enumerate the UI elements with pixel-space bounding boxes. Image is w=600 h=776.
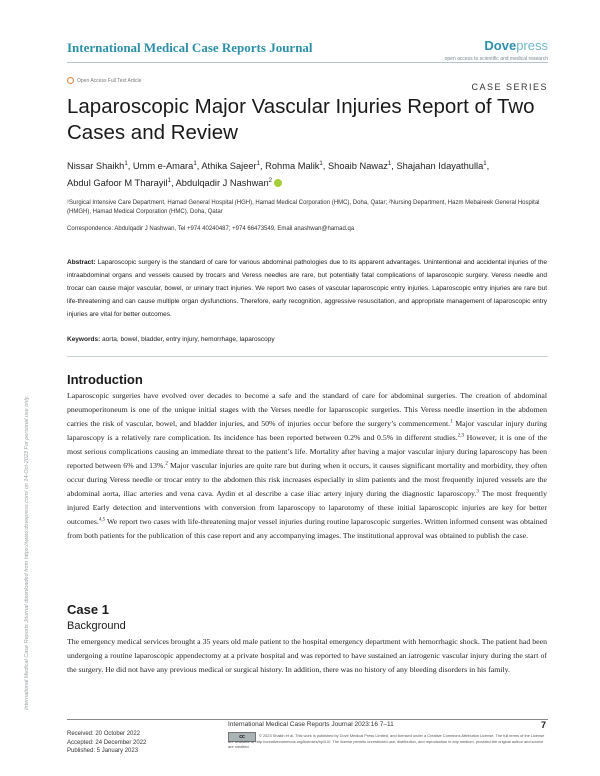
author-affiliation: 1 xyxy=(193,160,197,167)
affiliations: ¹Surgical Intensive Care Department, Hamad General Hospital (HGH), Hamad Medical Corporation (HMC), Doha, Qatar; ²Nursing Department, Hazm Mebaireek General Hospital (HMGH), Hamad Medical Corporation (HMC), Doha, Qatar xyxy=(67,200,540,215)
publication-dates xyxy=(67,730,146,756)
publisher-name-bold: Dove xyxy=(484,38,517,53)
author-affiliation: 1 xyxy=(256,160,260,167)
author-name[interactable]: Umm e-Amara xyxy=(132,161,194,171)
header-divider xyxy=(67,62,548,63)
author-name[interactable]: Shoaib Nawaz xyxy=(327,161,388,171)
author-name[interactable]: Shajahan Idayathulla xyxy=(396,161,484,171)
introduction-paragraph xyxy=(67,389,547,543)
intro-text: Major vascular injury during laparoscopy is a relatively rare complication. Its incidence has been reported between 0.2% and 0.5% in different studies. xyxy=(67,419,547,442)
accepted-date: Accepted: 24 December 2022 xyxy=(67,739,147,746)
journal-name[interactable]: International Medical Case Reports Journal xyxy=(67,40,313,55)
orcid-icon[interactable] xyxy=(274,179,282,187)
open-access-label xyxy=(67,77,141,84)
intro-text: The most frequently injured Early detection and interventions with conversion from laparoscopy to laparotomy of these initial laparoscopic injuries are key for better outcomes. xyxy=(67,489,547,526)
intro-text: However, it is one of the most serious complications causing an immediate threat to the patient’s life. Mortality after having a major vascular injury during laparoscopy has been reported between 6% and 13%. xyxy=(67,433,547,470)
reference-link[interactable]: 2 xyxy=(165,460,168,467)
license-text: © 2023 Shaikh et al. This work is published by Dove Medical Press Limited, and licensed under a Creative Commons Attribution License. The full terms of the License are available at http://creativecommons.org/licenses/by/4.0/. The license permits unrestricted use, distribution, and reproduction in any medium, provided the original author and source are credited. xyxy=(228,733,545,750)
footer-divider xyxy=(67,719,548,720)
reference-link[interactable]: 3 xyxy=(476,488,479,495)
reference-link[interactable]: 1 xyxy=(450,418,453,425)
author-affiliation: 1 xyxy=(319,160,323,167)
journal-citation: International Medical Case Reports Journal 2023:16 7–11 xyxy=(228,721,394,728)
author-affiliation: 1 xyxy=(483,160,487,167)
intro-text: We report two cases with life-threatening major vessel injuries during routine laparoscopic surgeries. Written informed consent was obtained from both patients for the publication of this case report and any accompanying images. The institutional approval was obtained to publish the case. xyxy=(67,517,547,540)
author-name[interactable]: Athika Sajeer xyxy=(201,161,257,171)
background-subheading: Background xyxy=(67,620,126,632)
publisher-logo[interactable] xyxy=(445,38,548,62)
author-affiliation: 1 xyxy=(124,160,128,167)
keywords-text: aorta, bowel, bladder, entry injury, hemorrhage, laparoscopy xyxy=(102,336,275,343)
download-watermark xyxy=(24,150,36,710)
published-date: Published: 5 January 2023 xyxy=(67,748,139,754)
intro-text: Major vascular injuries are quite rare but during when it occurs, it causes significant mortality and morbidity, they often occur during Veress needle or trocar entry to the abdomen this risk increases especially in slim patients and the most frequently injured vessels are the abdominal aorta, iliac arteries and vena cava. Aydin et al describe a case iliac artery injury during the diagnostic laparoscopy. xyxy=(67,461,548,498)
open-access-text: Open Access Full Text Article xyxy=(77,77,142,84)
author-affiliation: 1 xyxy=(167,177,171,184)
reference-link[interactable]: 4,5 xyxy=(98,516,106,523)
abstract-text: Laparoscopic surgery is the standard of care for various abdominal pathologies due to its apparent advantages. Unintentional and accidental injuries of the intraabdominal organs and vessels caused by trocars and Veress needles are rare, but potentially fatal complications of laparoscopic surgery. Veress needle and trocar can cause major vascular, bowel, or urinary tract injuries. We report two cases of vascular laparoscopic entry injuries. Laparoscopic entry injuries are rare but life-threatening and can cause multiple organ dysfunctions. Therefore, early recognition, aggressive resuscitation, and appropriate management of laparoscopic entry injuries are vital for better outcomes. xyxy=(67,259,547,318)
introduction-heading: Introduction xyxy=(67,372,143,387)
author-list: Nissar Shaikh$^1$, Umm e-Amara$^1$, Athika Sajeer$^1$, Rohma Malik$^1$, Shoaib Nawaz$^1$, Shajahan Idayathulla$^1$, Abdul Gafoor M Tharayil$^1$, Abdulqadir J Nashwan$^2$ xyxy=(67,160,490,188)
keywords xyxy=(67,336,275,343)
download-note: International Medical Case Reports Journal downloaded from https://www.dovepress.com/ on 14-Oct-2023 For personal use only. xyxy=(24,395,30,710)
author-name[interactable]: Nissar Shaikh xyxy=(67,161,125,171)
article-type: CASE SERIES xyxy=(471,82,548,92)
author-name[interactable]: Abdul Gafoor M Tharayil xyxy=(67,178,168,188)
abstract xyxy=(67,256,547,321)
publisher-tagline: open access to scientific and medical research xyxy=(444,56,548,62)
section-divider xyxy=(67,356,548,357)
author-name[interactable]: Rohma Malik xyxy=(265,161,320,171)
page-number: 7 xyxy=(540,720,546,730)
cc-icon-label: cc xyxy=(239,734,245,740)
article-title: Laparoscopic Major Vascular Injuries Report of Two Cases and Review xyxy=(67,95,535,144)
intro-text: Laparoscopic surgeries have evolved over decades to become a safe and the standard of care for abdominal surgeries. The creation of abdominal pneumoperitoneum is one of the unique initial stages with the Verses needle for laparoscopic surgeries. This Veress needle insertion in the abdomen carries the risk of vascular, bowel, and bladder injuries, and 50% of injuries occur before the surgery’s commencement. xyxy=(67,391,547,428)
author-affiliation: 1 xyxy=(387,160,392,167)
abstract-label: Abstract: xyxy=(67,259,96,266)
author-name[interactable]: Abdulqadir J Nashwan xyxy=(175,178,269,188)
background-paragraph: The emergency medical services brought a 35 years old male patient to the hospital emergency department with hemorrhagic shock. The patient had been undergoing a routine laparoscopic appendectomy at a private hospital and was reported to have sustained an iatrogenic vascular injury during the start of the surgery. He did not have any previous medical or surgical history. In addition, there was no history of any bleeding disorders in his family. xyxy=(67,637,547,674)
received-date: Received: 20 October 2022 xyxy=(67,731,141,737)
publisher-name-light: press xyxy=(516,38,548,53)
author-affiliation: 2 xyxy=(268,177,272,184)
reference-link[interactable]: 2,3 xyxy=(457,432,464,439)
case1-heading: Case 1 xyxy=(67,602,109,617)
keywords-label: Keywords: xyxy=(67,336,101,343)
open-access-icon xyxy=(67,77,74,84)
correspondence: Correspondence: Abdulqadir J Nashwan, Tel +974 40240487; +974 66473549, Email anashwan@hamad.qa xyxy=(67,226,355,232)
